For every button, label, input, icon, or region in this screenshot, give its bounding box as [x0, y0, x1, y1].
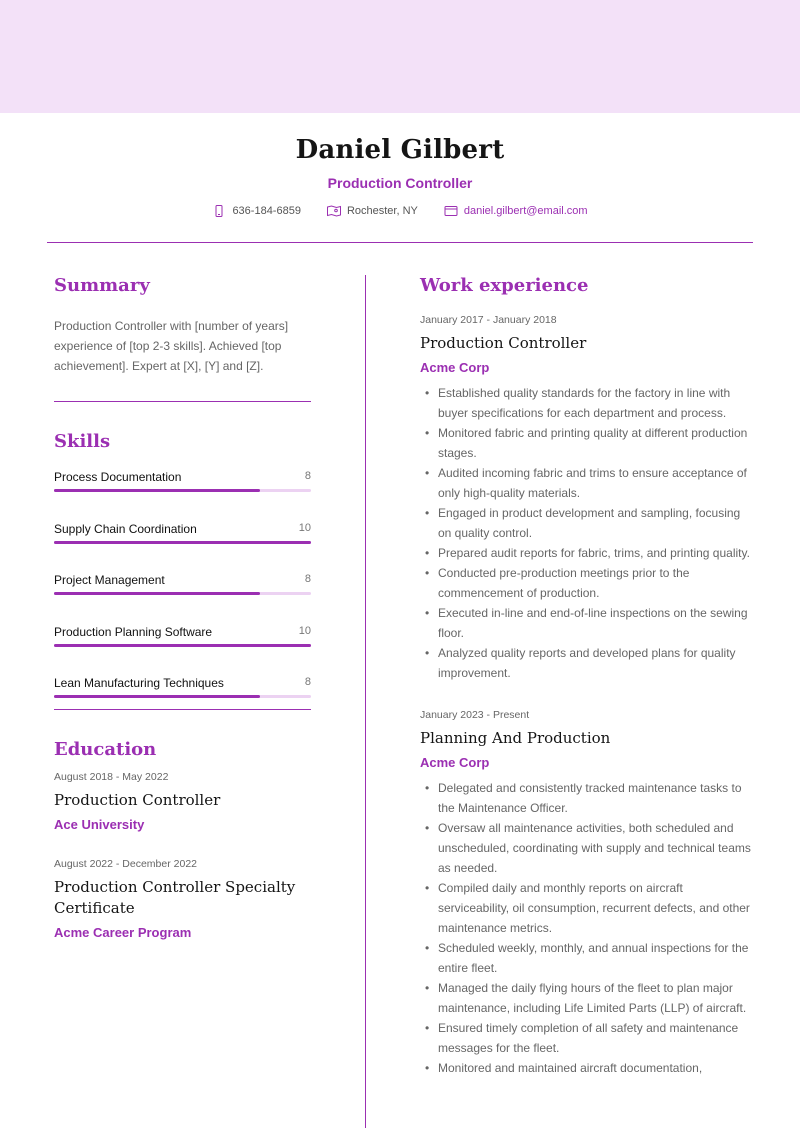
candidate-name: Daniel Gilbert — [295, 135, 505, 165]
summary-section — [54, 275, 311, 376]
work-bullet: • Scheduled weekly, monthly, and annual inspections for the entire fleet. — [420, 938, 755, 978]
skill-level: 10 — [298, 624, 311, 637]
candidate-title: Production Controller — [327, 175, 473, 191]
skill-name: Project Management — [54, 573, 165, 587]
left-column — [54, 275, 311, 940]
work-item — [420, 314, 755, 683]
skill-level: 10 — [298, 521, 311, 534]
work-role: Planning And Production — [420, 729, 611, 747]
education-degree: Production Controller Specialty Certificate — [54, 877, 296, 917]
skill-bar-track — [54, 644, 311, 647]
summary-heading: Summary — [54, 275, 150, 296]
skill-item — [54, 573, 311, 625]
work-bullet: • Audited incoming fabric and trims to ensure acceptance of only high-quality materials. — [420, 463, 755, 503]
work-dates: January 2017 - January 2018 — [420, 314, 557, 326]
mail-icon — [444, 205, 458, 217]
work-bullet: • Analyzed quality reports and developed plans for quality improvement. — [420, 643, 755, 683]
skill-bar-fill — [54, 541, 311, 544]
skill-bar-track — [54, 592, 311, 595]
phone-icon — [212, 205, 226, 217]
education-degree: Production Controller — [54, 790, 221, 809]
skill-level: 8 — [304, 573, 311, 585]
skill-level: 8 — [304, 470, 311, 482]
right-column — [420, 275, 755, 1078]
skill-bar-track — [54, 541, 311, 544]
skill-level: 8 — [304, 676, 311, 688]
work-bullet: • Compiled daily and monthly reports on aircraft serviceability, oil consumption, recurrent defects, and other maintenance metrics. — [420, 878, 755, 938]
resume-header — [0, 113, 800, 217]
skill-item — [54, 470, 311, 522]
work-bullet: • Managed the daily flying hours of the fleet to plan major maintenance, including Life Limited Parts (LLP) of aircraft. — [420, 978, 755, 1018]
education-dates: August 2022 - December 2022 — [54, 857, 198, 870]
work-bullet: • Delegated and consistently tracked maintenance tasks to the Maintenance Officer. — [420, 778, 755, 818]
contact-location — [327, 205, 418, 217]
map-icon — [327, 205, 341, 217]
education-item — [54, 858, 311, 940]
contact-phone — [212, 205, 301, 217]
education-item — [54, 771, 311, 832]
work-company: Acme Corp — [420, 755, 490, 770]
skill-bar-track — [54, 695, 311, 698]
skill-name: Process Documentation — [54, 470, 182, 484]
work-bullet: • Executed in-line and end-of-line inspections on the sewing floor. — [420, 603, 755, 643]
skill-name: Lean Manufacturing Techniques — [54, 676, 224, 690]
education-school: Ace University — [54, 816, 145, 832]
work-bullet: • Oversaw all maintenance activities, both scheduled and unscheduled, coordinating with supply and technical teams as needed. — [420, 818, 755, 878]
work-bullets — [420, 778, 755, 1078]
education-dates: August 2018 - May 2022 — [54, 770, 169, 783]
work-bullet: • Monitored and maintained aircraft documentation, — [420, 1058, 755, 1078]
summary-text: Production Controller with [number of years] experience of [top 2-3 skills]. Achieved [top achievement]. Expert at [X], [Y] and [Z]. — [54, 319, 289, 373]
skill-bar-fill — [54, 644, 311, 647]
skill-bar-fill — [54, 695, 260, 698]
work-item — [420, 709, 755, 1078]
work-bullet: • Monitored fabric and printing quality at different production stages. — [420, 423, 755, 463]
skill-bar-fill — [54, 489, 260, 492]
work-bullet: • Ensured timely completion of all safety and maintenance messages for the fleet. — [420, 1018, 755, 1058]
education-school: Acme Career Program — [54, 924, 192, 940]
skill-item — [54, 522, 311, 574]
skill-item — [54, 676, 311, 728]
header-divider — [47, 242, 753, 243]
skills-list — [54, 470, 311, 728]
location-text: Rochester, NY — [346, 205, 418, 217]
work-bullets — [420, 383, 755, 683]
contact-row — [0, 205, 800, 217]
work-bullet: • Engaged in product development and sampling, focusing on quality control. — [420, 503, 755, 543]
work-company: Acme Corp — [420, 360, 490, 375]
column-divider — [365, 275, 366, 1128]
work-bullet: • Established quality standards for the factory in line with buyer specifications for each department and process. — [420, 383, 755, 423]
work-heading: Work experience — [420, 275, 589, 296]
contact-email[interactable] — [444, 205, 588, 217]
education-section — [54, 739, 311, 940]
skill-item — [54, 625, 311, 677]
work-role: Production Controller — [420, 334, 587, 352]
email-link[interactable]: daniel.gilbert@email.com — [463, 205, 588, 217]
work-bullet: • Prepared audit reports for fabric, trims, and printing quality. — [420, 543, 755, 563]
header-background-band — [0, 0, 800, 113]
skill-name: Production Planning Software — [54, 624, 213, 639]
skill-bar-fill — [54, 592, 260, 595]
skills-heading: Skills — [54, 431, 111, 452]
skill-bar-track — [54, 489, 311, 492]
skill-name: Supply Chain Coordination — [54, 521, 197, 536]
section-divider — [54, 401, 311, 402]
skills-section — [54, 431, 311, 728]
education-heading: Education — [54, 738, 157, 760]
work-bullet: • Conducted pre-production meetings prior to the commencement of production. — [420, 563, 755, 603]
work-dates: January 2023 - Present — [420, 709, 530, 721]
phone-text: 636-184-6859 — [232, 205, 301, 217]
